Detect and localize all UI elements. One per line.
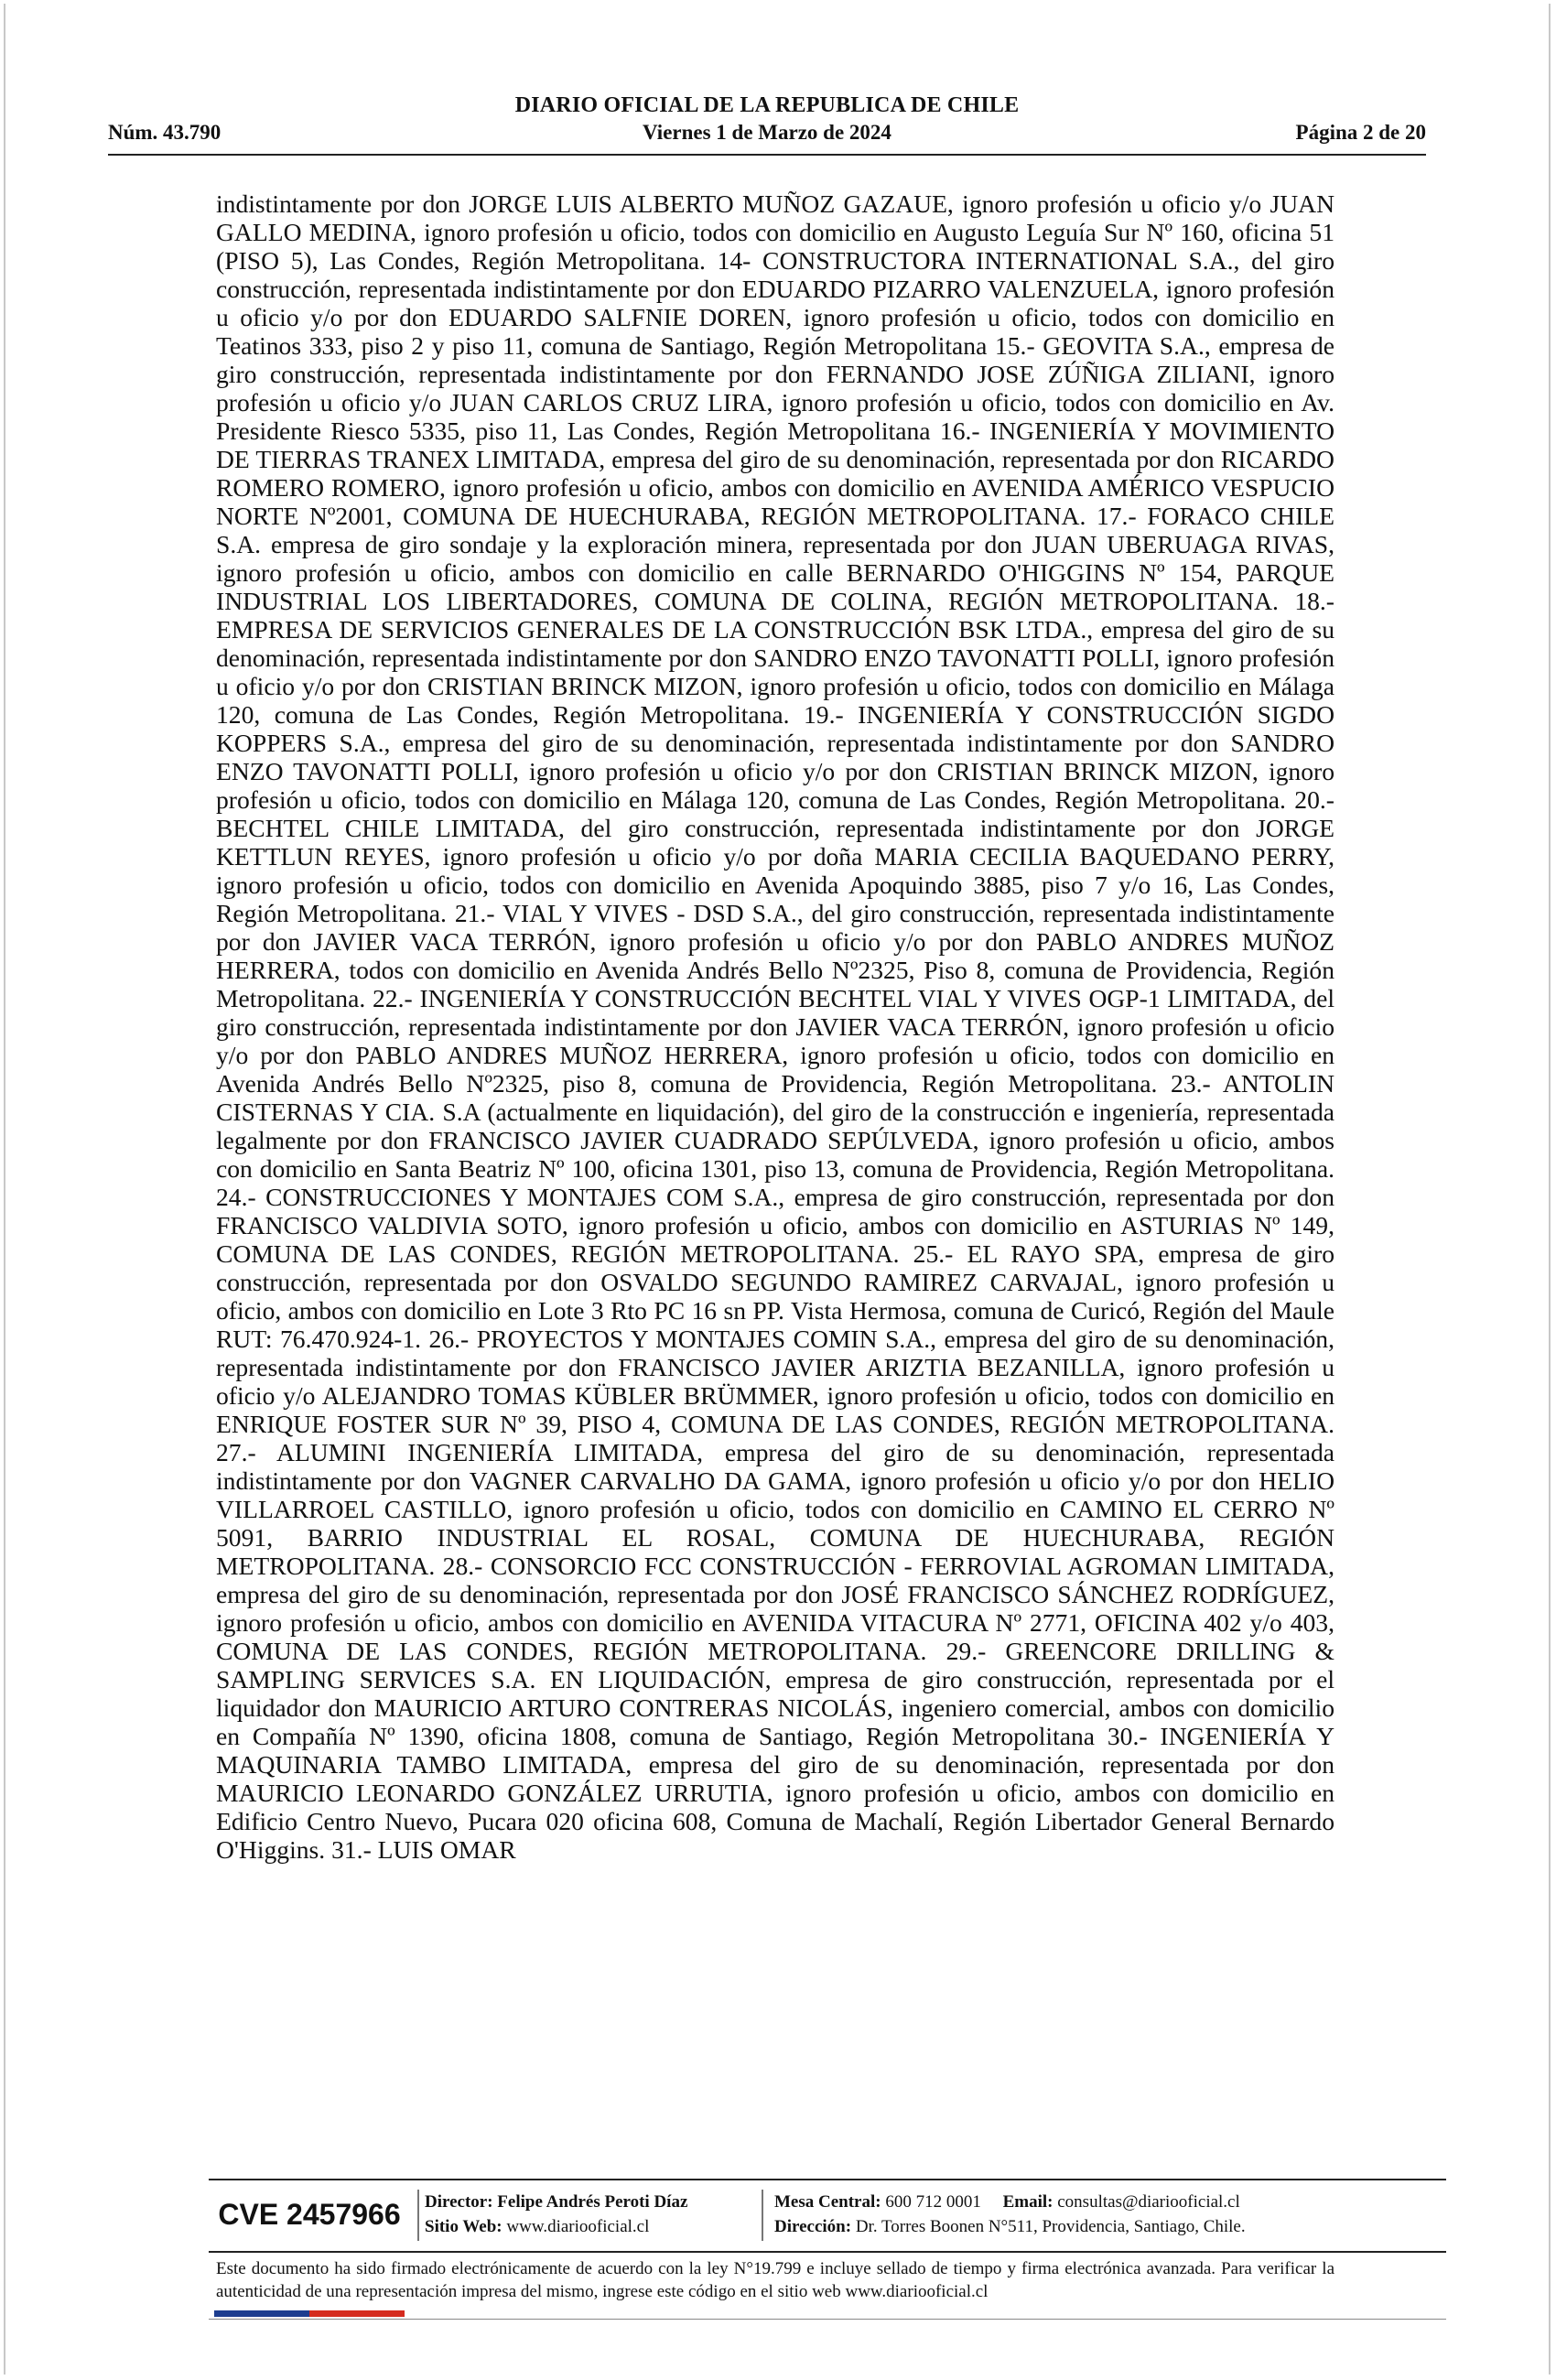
address-line: [774, 2214, 1246, 2239]
issue-number: Núm. 43.790: [108, 121, 222, 144]
page-indicator: Página 2 de 20: [1295, 121, 1426, 144]
footer-info: [209, 2182, 1446, 2250]
document-body: indistintamente por don JORGE LUIS ALBERTO MUÑOZ GAZAUE, ignoro profesión u oficio y/o JUAN GALLO MEDINA, ignoro profesión u oficio, todos con domicilio en Augusto Leguía Sur Nº 160, oficina 51 (PISO 5), Las Condes, Región Metropolitana. 14- CONSTRUCTORA INTERNATIONAL S.A., del giro construcción, representada indistintamente por don EDUARDO PIZARRO VALENZUELA, ignoro profesión u oficio y/o por don EDUARDO SALFNIE DOREN, ignoro profesión u oficio, todos con domicilio en Teatinos 333, piso 2 y piso 11, comuna de Santiago, Región Metropolitana 15.- GEOVITA S.A., empresa de giro construcción, representada indistintamente por don FERNANDO JOSE ZÚÑIGA ZILIANI, ignoro profesión u oficio y/o JUAN CARLOS CRUZ LIRA, ignoro profesión u oficio, todos con domicilio en Av. Presidente Riesco 5335, piso 11, Las Condes, Región Metropolitana 16.- INGENIERÍA Y MOVIMIENTO DE TIERRAS TRANEX LIMITADA, empresa del giro de su denominación, representada por don RICARDO ROMERO ROMERO, ignoro profesión u oficio, ambos con domicilio en AVENIDA AMÉRICO VESPUCIO NORTE Nº2001, COMUNA DE HUECHURABA, REGIÓN METROPOLITANA. 17.- FORACO CHILE S.A. empresa de giro sondaje y la exploración minera, representada por don JUAN UBERUAGA RIVAS, ignoro profesión u oficio, ambos con domicilio en calle BERNARDO O'HIGGINS Nº 154, PARQUE INDUSTRIAL LOS LIBERTADORES, COMUNA DE COLINA, REGIÓN METROPOLITANA. 18.- EMPRESA DE SERVICIOS GENERALES DE LA CONSTRUCCIÓN BSK LTDA., empresa del giro de su denominación, representada indistintamente por don SANDRO ENZO TAVONATTI POLLI, ignoro profesión u oficio y/o por don CRISTIAN BRINCK MIZON, ignoro profesión u oficio, todos con domicilio en Málaga 120, comuna de Las Condes, Región Metropolitana. 19.- INGENIERÍA Y CONSTRUCCIÓN SIGDO KOPPERS S.A., empresa del giro de su denominación, representada indistintamente por don SANDRO ENZO TAVONATTI POLLI, ignoro profesión u oficio y/o por don CRISTIAN BRINCK MIZON, ignoro profesión u oficio, todos con domicilio en Málaga 120, comuna de Las Condes, Región Metropolitana. 20.- BECHTEL CHILE LIMITADA, del giro construcción, representada indistintamente por don JORGE KETTLUN REYES, ignoro profesión u oficio y/o por doña MARIA CECILIA BAQUEDANO PERRY, ignoro profesión u oficio, todos con domicilio en Avenida Apoquindo 3885, piso 7 y/o 16, Las Condes, Región Metropolitana. 21.- VIAL Y VIVES - DSD S.A., del giro construcción, representada indistintamente por don JAVIER VACA TERRÓN, ignoro profesión u oficio y/o por don PABLO ANDRES MUÑOZ HERRERA, todos con domicilio en Avenida Andrés Bello Nº2325, Piso 8, comuna de Providencia, Región Metropolitana. 22.- INGENIERÍA Y CONSTRUCCIÓN BECHTEL VIAL Y VIVES OGP-1 LIMITADA, del giro construcción, representada indistintamente por don JAVIER VACA TERRÓN, ignoro profesión u oficio y/o por don PABLO ANDRES MUÑOZ HERRERA, ignoro profesión u oficio, todos con domicilio en Avenida Andrés Bello Nº2325, piso 8, comuna de Providencia, Región Metropolitana. 23.- ANTOLIN CISTERNAS Y CIA. S.A (actualmente en liquidación), del giro de la construcción e ingeniería, representada legalmente por don FRANCISCO JAVIER CUADRADO SEPÚLVEDA, ignoro profesión u oficio, ambos con domicilio en Santa Beatriz Nº 100, oficina 1301, piso 13, comuna de Providencia, Región Metropolitana. 24.- CONSTRUCCIONES Y MONTAJES COM S.A., empresa de giro construcción, representada por don FRANCISCO VALDIVIA SOTO, ignoro profesión u oficio, ambos con domicilio en ASTURIAS Nº 149, COMUNA DE LAS CONDES, REGIÓN METROPOLITANA. 25.- EL RAYO SPA, empresa de giro construcción, representada por don OSVALDO SEGUNDO RAMIREZ CARVAJAL, ignoro profesión u oficio, ambos con domicilio en Lote 3 Rto PC 16 sn PP. Vista Hermosa, comuna de Curicó, Región del Maule RUT: 76.470.924-1. 26.- PROYECTOS Y MONTAJES COMIN S.A., empresa del giro de su denominación, representada indistintamente por don FRANCISCO JAVIER ARIZTIA BEZANILLA, ignoro profesión u oficio y/o ALEJANDRO TOMAS KÜBLER BRÜMMER, ignoro profesión u oficio, todos con domicilio en ENRIQUE FOSTER SUR Nº 39, PISO 4, COMUNA DE LAS CONDES, REGIÓN METROPOLITANA. 27.- ALUMINI INGENIERÍA LIMITADA, empresa del giro de su denominación, representada indistintamente por don VAGNER CARVALHO DA GAMA, ignoro profesión u oficio y/o por don HELIO VILLARROEL CASTILLO, ignoro profesión u oficio, todos con domicilio en CAMINO EL CERRO Nº 5091, BARRIO INDUSTRIAL EL ROSAL, COMUNA DE HUECHURABA, REGIÓN METROPOLITANA. 28.- CONSORCIO FCC CONSTRUCCIÓN - FERROVIAL AGROMAN LIMITADA, empresa del giro de su denominación, representada por don JOSÉ FRANCISCO SÁNCHEZ RODRÍGUEZ, ignoro profesión u oficio, ambos con domicilio en AVENIDA VITACURA Nº 2771, OFICINA 402 y/o 403, COMUNA DE LAS CONDES, REGIÓN METROPOLITANA. 29.- GREENCORE DRILLING & SAMPLING SERVICES S.A. EN LIQUIDACIÓN, empresa de giro construcción, representada por el liquidador don MAURICIO ARTURO CONTRERAS NICOLÁS, ingeniero comercial, ambos con domicilio en Compañía Nº 1390, oficina 1808, comuna de Santiago, Región Metropolitana 30.- INGENIERÍA Y MAQUINARIA TAMBO LIMITADA, empresa del giro de su denominación, representada por don MAURICIO LEONARDO GONZÁLEZ URRUTIA, ignoro profesión u oficio, ambos con domicilio en Edificio Centro Nuevo, Pucara 020 oficina 608, Comuna de Machalí, Región Libertador General Bernardo O'Higgins. 31.- LUIS OMAR: [216, 189, 1334, 1864]
journal-title: DIARIO OFICIAL DE LA REPUBLICA DE CHILE: [514, 93, 1020, 117]
footer-divider-top: [209, 2179, 1446, 2180]
footer-director-column: [425, 2190, 687, 2239]
mesa-label: Mesa Central:: [774, 2192, 881, 2212]
footer-separator: [762, 2190, 763, 2241]
legal-notice: Este documento ha sido firmado electrónicamente de acuerdo con la ley N°19.799 e incluye sellado de tiempo y firma electrónica avanzada. Para verificar la autenticidad de una representación impresa del mismo, ingrese este código en el sitio web www.diariooficial.cl: [216, 2259, 1334, 2301]
mesa-value: 600 712 0001: [885, 2192, 981, 2212]
director-label: Director:: [425, 2192, 493, 2212]
flag-blue-segment: [214, 2310, 309, 2317]
footer-contact-column: [774, 2190, 1246, 2239]
address-label: Dirección:: [774, 2217, 852, 2236]
footer-divider-bottom: [209, 2251, 1446, 2253]
website-link[interactable]: www.diariooficial.cl: [506, 2217, 650, 2236]
footer-separator: [417, 2190, 419, 2241]
director-line: [425, 2190, 687, 2214]
email-label: Email:: [1002, 2192, 1054, 2212]
header-divider: [108, 154, 1426, 156]
footer-end-rule: [209, 2319, 1446, 2320]
website-line: [425, 2214, 687, 2239]
page-header: [108, 93, 1426, 150]
contact-line: [774, 2190, 1246, 2214]
flag-red-segment: [309, 2310, 405, 2317]
email-link[interactable]: consultas@diariooficial.cl: [1057, 2192, 1240, 2212]
director-value: Felipe Andrés Peroti Díaz: [497, 2192, 688, 2212]
cve-code: CVE 2457966: [218, 2198, 401, 2231]
website-label: Sitio Web:: [425, 2217, 502, 2236]
issue-date: Viernes 1 de Marzo de 2024: [643, 121, 891, 144]
chile-flag-stripe: [214, 2310, 405, 2317]
address-value: Dr. Torres Boonen N°511, Providencia, Santiago, Chile.: [855, 2217, 1246, 2236]
